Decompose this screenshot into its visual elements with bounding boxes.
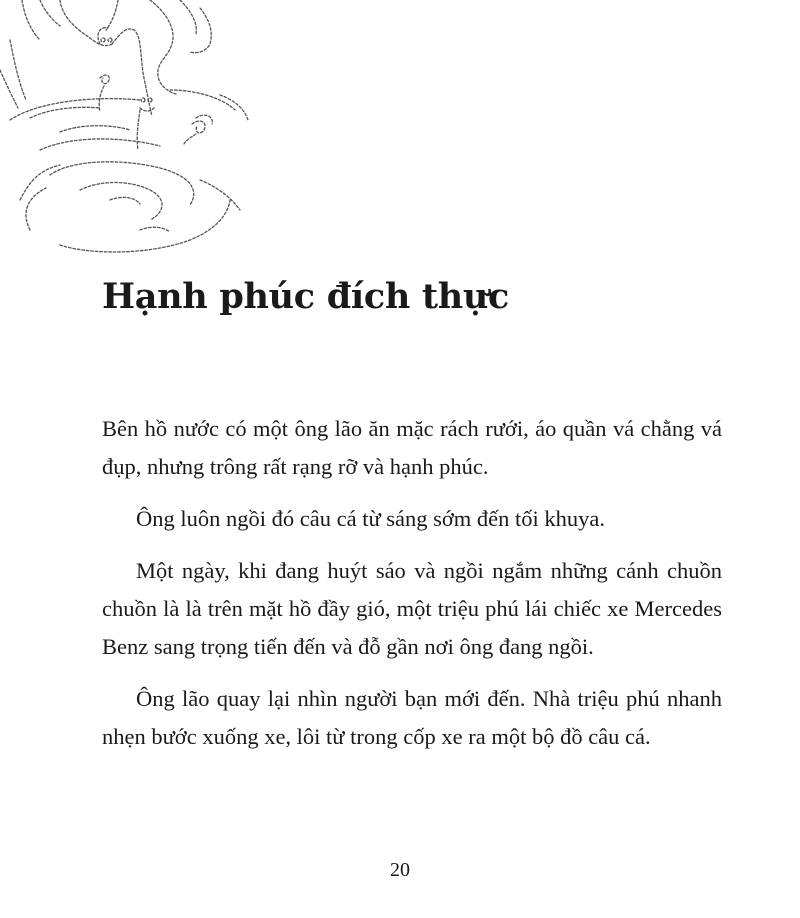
paragraph: Ông lão quay lại nhìn người bạn mới đến. Nhà triệu phú nhanh nhẹn bước xuống xe, lôi từ trong cốp xe ra một bộ đồ câu cá. [102,686,722,749]
paragraph: Ông luôn ngồi đó câu cá từ sáng sớm đến tối khuya. [136,506,606,531]
page-number: 20 [390,859,410,881]
paragraph: Bên hồ nước có một ông lão ăn mặc rách rưới, áo quần vá chằng vá đụp, nhưng trông rất rạng rỡ và hạnh phúc. [102,416,722,479]
paragraph: Một ngày, khi đang huýt sáo và ngồi ngắm những cánh chuồn chuồn là là trên mặt hồ đầy gió, một triệu phú lái chiếc xe Mercedes Benz sang trọng tiến đến và đỗ gần nơi ông đang ngồi. [102,558,722,659]
chapter-title: Hạnh phúc đích thực [102,276,510,317]
body-text [102,410,722,770]
pond-sketch-icon [0,0,250,265]
